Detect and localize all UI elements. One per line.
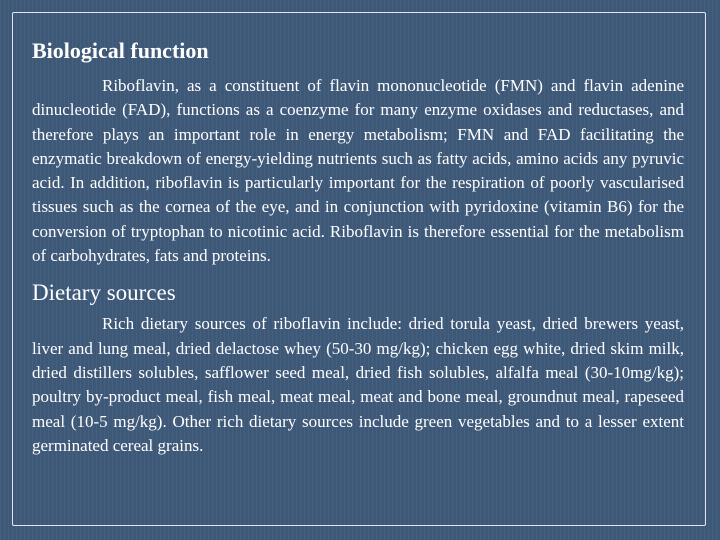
dietary-sources-heading: Dietary sources: [32, 280, 176, 306]
dietary-sources-paragraph: Rich dietary sources of riboflavin include: dried torula yeast, dried brewers yeast, liver and lung meal, dried delactose whey (50-30 mg/kg); chicken egg white, dried skim milk, dried distillers solubles, safflower seed meal, dried fish solubles, alfalfa meal (30-10mg/kg); poultry by-product meal, fish meal, meat meal, meat and bone meal, groundnut meal, rapeseed meal (10-5 mg/kg). Other rich dietary sources include green vegetables and to a lesser extent germinated cereal grains.: [32, 314, 684, 455]
biological-function-paragraph: Riboflavin, as a constituent of flavin mononucleotide (FMN) and flavin adenine dinucleotide (FAD), functions as a coenzyme for many enzyme oxidases and reductases, and therefore plays an important role in energy metabolism; FMN and FAD facilitating the enzymatic breakdown of energy-yielding nutrients such as fatty acids, amino acids any pyruvic acid. In addition, riboflavin is particularly important for the respiration of poorly vascularised tissues such as the cornea of the eye, and in conjunction with pyridoxine (vitamin B6) for the conversion of tryptophan to nicotinic acid. Riboflavin is therefore essential for the metabolism of carbohydrates, fats and proteins.: [32, 76, 684, 266]
biological-function-heading: Biological function: [32, 38, 209, 63]
slide-content: [32, 36, 684, 458]
